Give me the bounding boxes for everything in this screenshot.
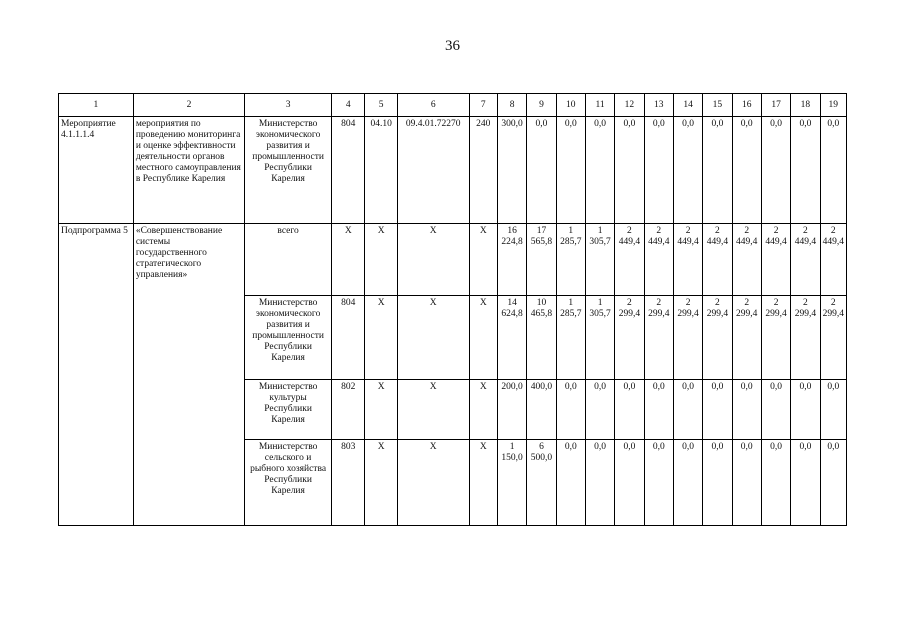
- amount-cell: 2 449,4: [791, 224, 820, 296]
- amount-cell: 2 449,4: [673, 224, 702, 296]
- header-cell: 4: [332, 94, 365, 117]
- expense-type: 240: [469, 117, 497, 224]
- amount-cell: 10 465,8: [527, 296, 556, 380]
- amount-cell: 0,0: [732, 380, 761, 440]
- amount-cell: 2 299,4: [703, 296, 732, 380]
- expense-type: Х: [469, 380, 497, 440]
- amount-cell: 0,0: [761, 117, 790, 224]
- header-cell: 6: [397, 94, 469, 117]
- amount-cell: 0,0: [791, 380, 820, 440]
- header-cell: 18: [791, 94, 820, 117]
- amount-cell: 0,0: [644, 380, 673, 440]
- empty-cell: [59, 380, 134, 440]
- executor-name: Министерство культуры Республики Карелия: [245, 380, 332, 440]
- amount-cell: 1 285,7: [556, 224, 585, 296]
- amount-cell: 16 224,8: [497, 224, 526, 296]
- table-row: [59, 440, 847, 526]
- header-cell: 12: [615, 94, 644, 117]
- amount-cell: 0,0: [527, 117, 556, 224]
- amount-cell: 0,0: [761, 440, 790, 526]
- amount-cell: 0,0: [673, 380, 702, 440]
- subprogram-code: Подпрограмма 5: [59, 224, 134, 296]
- amount-cell: 2 449,4: [820, 224, 846, 296]
- amount-cell: 1 150,0: [497, 440, 526, 526]
- amount-cell: 0,0: [673, 440, 702, 526]
- section-code: Х: [365, 296, 397, 380]
- amount-cell: 0,0: [556, 440, 585, 526]
- executor-name: всего: [245, 224, 332, 296]
- amount-cell: 0,0: [556, 117, 585, 224]
- header-cell: 3: [245, 94, 332, 117]
- expense-type: Х: [469, 224, 497, 296]
- amount-cell: 17 565,8: [527, 224, 556, 296]
- amount-cell: 2 449,4: [732, 224, 761, 296]
- amount-cell: 200,0: [497, 380, 526, 440]
- amount-cell: 2 299,4: [673, 296, 702, 380]
- amount-cell: 0,0: [732, 440, 761, 526]
- amount-cell: 2 299,4: [644, 296, 673, 380]
- section-code: Х: [365, 440, 397, 526]
- header-cell: 2: [133, 94, 244, 117]
- amount-cell: 0,0: [585, 380, 614, 440]
- executor-name: Министерство экономического развития и промышленности Республики Карелия: [245, 117, 332, 224]
- empty-cell: [59, 440, 134, 526]
- amount-cell: 0,0: [732, 117, 761, 224]
- table-row: [59, 296, 847, 380]
- header-cell: 11: [585, 94, 614, 117]
- target-article: Х: [397, 440, 469, 526]
- section-code: Х: [365, 380, 397, 440]
- table-row: [59, 380, 847, 440]
- amount-cell: 2 449,4: [703, 224, 732, 296]
- amount-cell: 2 299,4: [615, 296, 644, 380]
- page-number: 36: [445, 38, 460, 54]
- amount-cell: 0,0: [615, 380, 644, 440]
- expense-type: Х: [469, 296, 497, 380]
- empty-cell: [133, 296, 244, 380]
- amount-cell: 300,0: [497, 117, 526, 224]
- amount-cell: 400,0: [527, 380, 556, 440]
- executor-name: Министерство сельского и рыбного хозяйства Республики Карелия: [245, 440, 332, 526]
- amount-cell: 2 449,4: [615, 224, 644, 296]
- header-cell: 10: [556, 94, 585, 117]
- header-cell: 15: [703, 94, 732, 117]
- header-cell: 7: [469, 94, 497, 117]
- amount-cell: 0,0: [644, 117, 673, 224]
- header-cell: 8: [497, 94, 526, 117]
- header-cell: 17: [761, 94, 790, 117]
- amount-cell: 0,0: [791, 117, 820, 224]
- subprogram-description: «Совершенствование системы государственного стратегического управления»: [133, 224, 244, 296]
- header-cell: 9: [527, 94, 556, 117]
- grbs-code: 803: [332, 440, 365, 526]
- amount-cell: 0,0: [703, 380, 732, 440]
- amount-cell: 0,0: [820, 380, 846, 440]
- header-cell: 13: [644, 94, 673, 117]
- header-cell: 5: [365, 94, 397, 117]
- amount-cell: 0,0: [615, 117, 644, 224]
- amount-cell: 2 299,4: [820, 296, 846, 380]
- event-description: мероприятия по проведению мониторинга и оценке эффективности деятельности органов местного самоуправления в Республике Карелия: [133, 117, 244, 224]
- expense-type: Х: [469, 440, 497, 526]
- target-article: 09.4.01.72270: [397, 117, 469, 224]
- grbs-code: 804: [332, 117, 365, 224]
- amount-cell: 6 500,0: [527, 440, 556, 526]
- amount-cell: 0,0: [820, 117, 846, 224]
- amount-cell: 2 299,4: [791, 296, 820, 380]
- empty-cell: [59, 296, 134, 380]
- amount-cell: 0,0: [585, 440, 614, 526]
- target-article: Х: [397, 224, 469, 296]
- amount-cell: 0,0: [673, 117, 702, 224]
- amount-cell: 1 285,7: [556, 296, 585, 380]
- grbs-code: 802: [332, 380, 365, 440]
- amount-cell: 0,0: [615, 440, 644, 526]
- header-row: [59, 94, 847, 117]
- table-row: [59, 224, 847, 296]
- empty-cell: [133, 380, 244, 440]
- amount-cell: 2 449,4: [761, 224, 790, 296]
- header-cell: 19: [820, 94, 846, 117]
- amount-cell: 0,0: [644, 440, 673, 526]
- amount-cell: 0,0: [703, 440, 732, 526]
- table-row: [59, 117, 847, 224]
- target-article: Х: [397, 380, 469, 440]
- amount-cell: 1 305,7: [585, 224, 614, 296]
- amount-cell: 2 299,4: [761, 296, 790, 380]
- target-article: Х: [397, 296, 469, 380]
- grbs-code: Х: [332, 224, 365, 296]
- grbs-code: 804: [332, 296, 365, 380]
- amount-cell: 2 449,4: [644, 224, 673, 296]
- section-code: Х: [365, 224, 397, 296]
- header-cell: 14: [673, 94, 702, 117]
- header-cell: 1: [59, 94, 134, 117]
- amount-cell: 0,0: [556, 380, 585, 440]
- amount-cell: 0,0: [761, 380, 790, 440]
- amount-cell: 0,0: [820, 440, 846, 526]
- amount-cell: 0,0: [585, 117, 614, 224]
- section-code: 04.10: [365, 117, 397, 224]
- executor-name: Министерство экономического развития и промышленности Республики Карелия: [245, 296, 332, 380]
- amount-cell: 14 624,8: [497, 296, 526, 380]
- amount-cell: 2 299,4: [732, 296, 761, 380]
- amount-cell: 0,0: [703, 117, 732, 224]
- amount-cell: 1 305,7: [585, 296, 614, 380]
- empty-cell: [133, 440, 244, 526]
- event-code: Мероприятие 4.1.1.1.4: [59, 117, 134, 224]
- header-cell: 16: [732, 94, 761, 117]
- amount-cell: 0,0: [791, 440, 820, 526]
- budget-table: [58, 93, 847, 526]
